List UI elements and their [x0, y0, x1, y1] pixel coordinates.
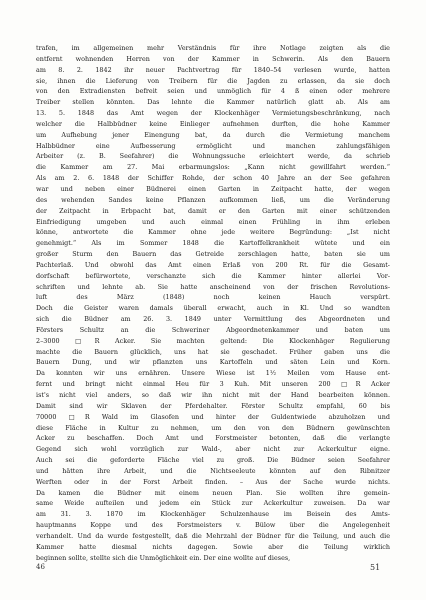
text-line: sich die Büdner am 26. 3. 1849 unter Vermittlung des Abgeordneten und: [36, 315, 390, 324]
text-line: am 31. 3. 1870 im Klockenhäger Schulzenhause im Beisein des Amts-: [36, 510, 390, 519]
text-line: entfernt wohnenden Herren von der Kammer in Schwerin. Als den Bauern: [36, 54, 390, 63]
text-line: Damit sind wir Sklaven der Pferdehalter. Förster Schultz empfahl, 60 bis: [36, 401, 390, 410]
text-line: 2–3000 □R Acker. Sie machten geltend: Die Klockenhäger Regulierung: [36, 336, 390, 345]
text-line: welcher die Halbbüdner keine Einlieger aufnehmen durften, die hohe Kammer: [36, 119, 390, 128]
text-line: großer Sturm den Bauern das Getreide zerschlagen hatte, baten sie um: [36, 250, 390, 259]
text-line: Acker zu beschaffen. Doch Amt und Forstmeister betonten, daß die verlangte: [36, 434, 390, 443]
text-line: die Kammer am 27. Mai erbarmungslos: „Kann nicht gewillfahrt werden.“: [36, 163, 390, 172]
text-line: dorfschaft befürwortete, verschanzte sich die Kammer hinter allerlei Vor-: [36, 271, 390, 280]
text-line: beginnen sollte, stellte sich die Unmöglichkeit ein. Der eine wollte auf dieses,: [36, 553, 291, 562]
page-number-right: 51: [370, 563, 381, 572]
text-line: luft des März (1848) noch keinen Hauch verspürt.: [36, 293, 390, 302]
body-text: [36, 43, 390, 564]
text-line: könne, antwortete die Kammer ohne jede weitere Begründung: „Ist nicht: [36, 228, 390, 237]
text-line: Bauern Dung, und wir pflanzten uns Kartoffeln und säten Lein und Korn.: [36, 358, 390, 367]
text-line: sie, ihnen die Lieferung von Treibern für die Jagden zu erlassen, da sie doch: [36, 76, 390, 85]
text-line: 70000 □R Wald im Glasofen und hinter der Guldentwiede abzuholzen und: [36, 412, 390, 421]
text-line: der Zeitpacht in Erbpacht bat, damit er den Garten mit einer schützenden: [36, 206, 390, 215]
text-line: 13. 5. 1848 das Amt wegen der Klockenhäger Vermietungsbeschränkung, nach: [36, 109, 390, 118]
text-line: Kammer hatte diesmal nichts dagegen. Sowie aber die Teilung wirklich: [36, 542, 390, 551]
text-line: Försters Schultz an die Schweriner Abgeordnetenkammer und baten um: [36, 325, 390, 334]
text-line: Werften oder in der Forst Arbeit finden. – Aus der Sache wurde nichts.: [36, 477, 390, 486]
text-line: war und neben einer Büdnerei einen Garten in Zeitpacht hatte, der wegen: [36, 184, 390, 193]
text-line: verhandelt. Und da wurde festgestellt, daß die Mehrzahl der Büdner für die Teilung, und auch die: [36, 531, 390, 540]
text-line: trafen, im allgemeinen mehr Verständnis für ihre Notlage zeigten als die: [36, 44, 390, 52]
text-line: Pachterlaß. Und obwohl das Amt einen Erlaß von 200 Rt. für die Gesamt-: [36, 260, 390, 269]
text-line: same Weide aufteilen und jedem ein Stück zur Ackerkultur zuweisen. Da war: [36, 499, 390, 508]
text-line: Auch sei die geforderte Fläche viel zu groß. Die Büdner seien Seefahrer: [36, 456, 390, 465]
text-line: Gegend sich wohl vorzüglich zur Wald-, aber nicht zur Ackerkultur eigne.: [36, 445, 390, 454]
text-line: Treiber stellen könnten. Das lehnte die Kammer natürlich glatt ab. Als am: [36, 98, 390, 107]
text-line: am 8. 2. 1842 ihr neuer Pachtvertrag für 1840–54 verlesen wurde, hatten: [36, 65, 390, 74]
text-line: Als am 2. 6. 1848 der Schiffer Rohde, der schon 40 Jahre an der See gefahren: [36, 174, 390, 183]
text-line: machte die Bauern glücklich, uns hat sie geschadet. Früher gaben uns die: [36, 347, 390, 356]
text-line: Da konnten wir uns ernähren. Unsere Wiese ist 1½ Meilen vom Hause ent-: [36, 369, 390, 378]
text-line: Einfriedigung umgeben und auch einmal einen Frühling in ihm erleben: [36, 217, 390, 226]
page-number-left: 46: [36, 563, 45, 571]
text-line: hauptmanns Koppe und des Forstmeisters v. Bülow über die Angelegenheit: [36, 521, 390, 530]
text-line: Arbeiter (z. B. Seefahrer) die Wohnungssuche erleichtert werde, da schrieb: [36, 152, 390, 161]
text-line: schriften und lehnte ab. Sie hatte anscheinend von der frischen Revolutions-: [36, 282, 390, 291]
text-line: von den Extradiensten befreit seien und unmöglich für 4 ß einen oder mehrere: [36, 87, 390, 96]
text-line: Doch die Geister waren damals überall erwacht, auch in Kl. Und so wandten: [36, 304, 390, 313]
text-line: genehmigt.“ Als im Sommer 1848 die Kartoffelkrankheit wütete und ein: [36, 239, 390, 248]
text-line: des wehenden Sandes keine Pflanzen aufkommen ließ, um die Veränderung: [36, 195, 390, 204]
text-line: fernt und bringt nicht einmal Heu für 3 Kuh. Mit unseren 200 □R Acker: [36, 380, 390, 389]
text-line: um Aufhebung jener Einengung bat, da durch die Vermietung manchem: [36, 130, 390, 139]
text-line: ist's nicht viel anders, so daß wir ihn nicht mit der Hand bearbeiten können.: [36, 391, 390, 399]
text-line: diese Fläche in Kultur zu nehmen, um den von den Büdnern gewünschten: [36, 423, 390, 432]
text-line: und hätten ihre Arbeit, und die Nichtseeleute könnten auf den Ribnitzer: [36, 466, 390, 475]
text-line: Halbbüdner eine Aufbesserung ermöglicht und manchen zahlungsfähigen: [36, 141, 390, 150]
text-line: Da kamen die Büdner mit einem neuen Plan. Sie wollten ihre gemein-: [36, 488, 390, 497]
